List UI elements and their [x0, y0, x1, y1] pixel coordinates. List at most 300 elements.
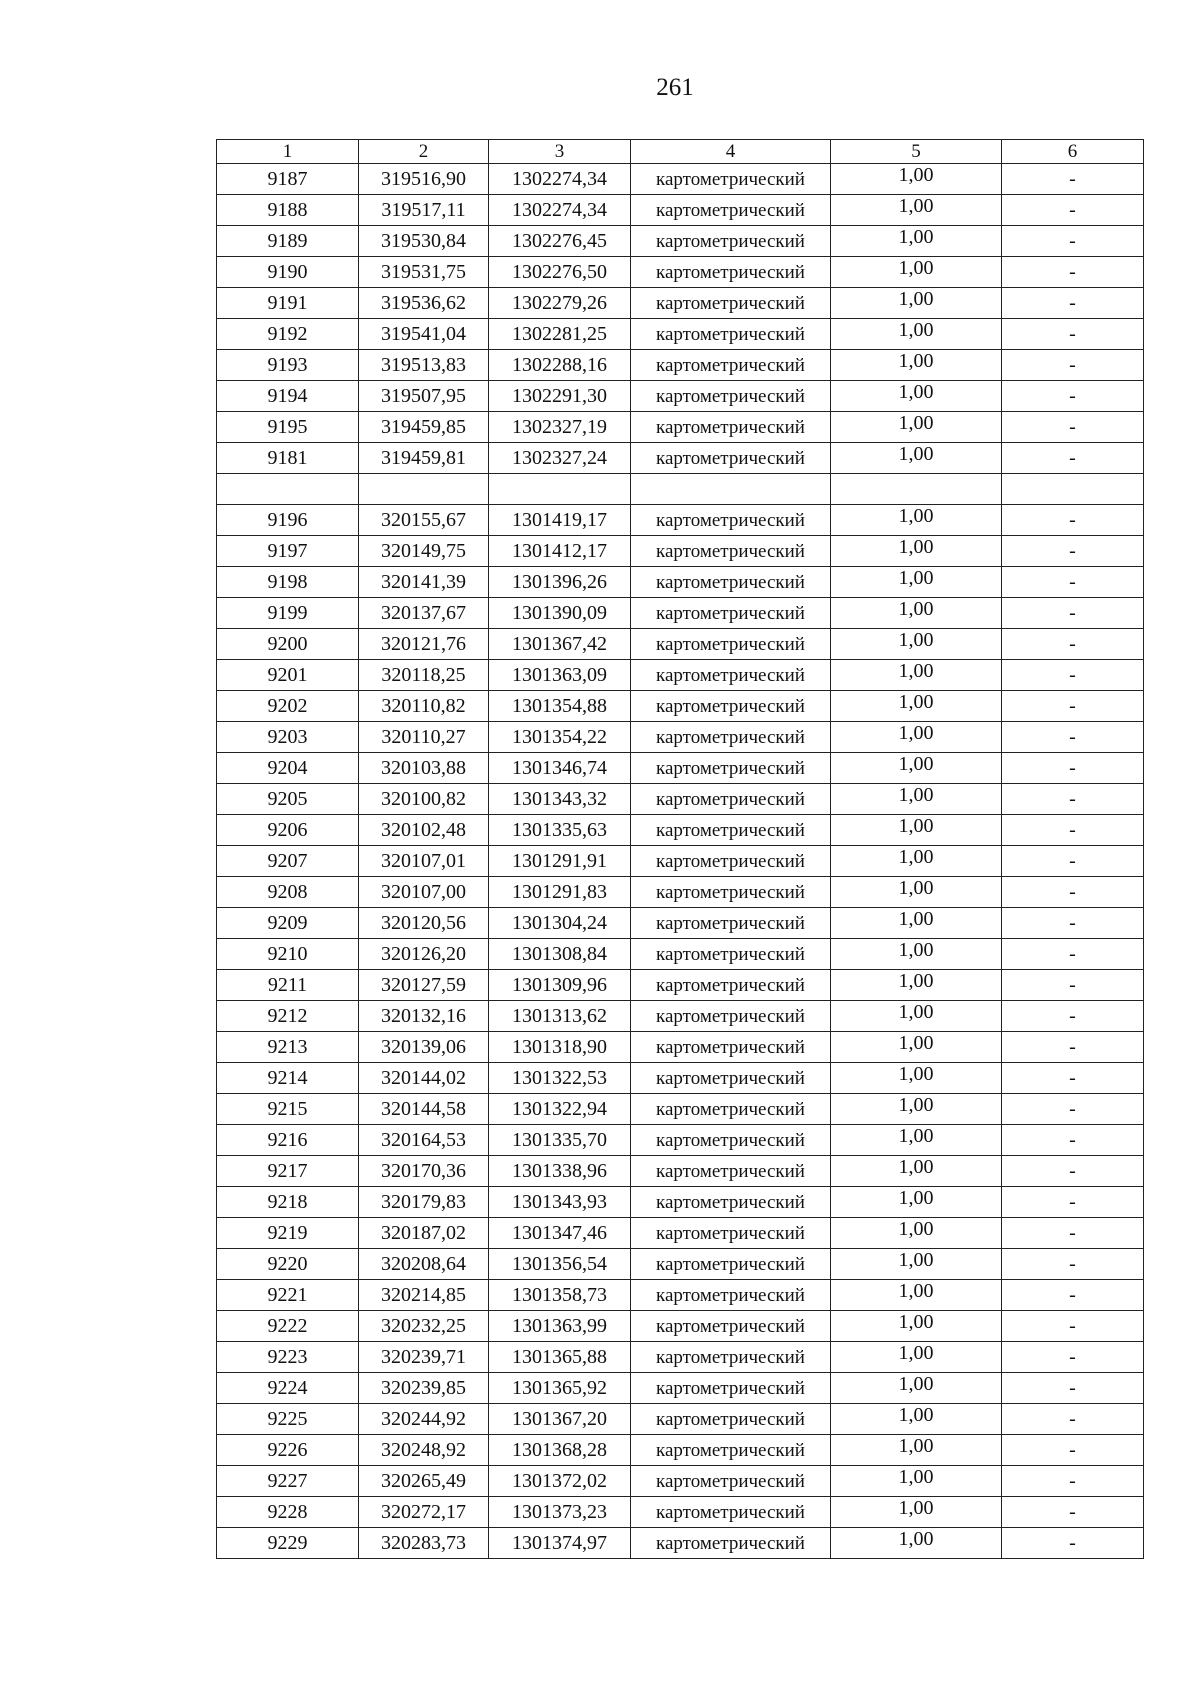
- accuracy-cell: 1,00: [831, 691, 1002, 722]
- method-cell: картометрический: [631, 846, 831, 877]
- point-number-cell: 9189: [217, 226, 359, 257]
- y-coordinate-cell: 1301412,17: [489, 536, 631, 567]
- point-number-cell: 9194: [217, 381, 359, 412]
- point-number-cell: 9204: [217, 753, 359, 784]
- method-cell: картометрический: [631, 1497, 831, 1528]
- table-row: [217, 1373, 1144, 1404]
- accuracy-cell: 1,00: [831, 443, 1002, 474]
- x-coordinate-cell: 320265,49: [359, 1466, 489, 1497]
- header-cell-2: 2: [359, 140, 489, 164]
- x-coordinate-cell: 320170,36: [359, 1156, 489, 1187]
- method-cell: картометрический: [631, 1094, 831, 1125]
- y-coordinate-cell: 1301335,70: [489, 1125, 631, 1156]
- method-cell: картометрический: [631, 350, 831, 381]
- table-row: [217, 1125, 1144, 1156]
- y-coordinate-cell: 1301354,88: [489, 691, 631, 722]
- x-coordinate-cell: 320164,53: [359, 1125, 489, 1156]
- note-cell: -: [1002, 1249, 1144, 1280]
- method-cell: картометрический: [631, 1125, 831, 1156]
- y-coordinate-cell: 1301346,74: [489, 753, 631, 784]
- table-row: [217, 1094, 1144, 1125]
- method-cell: картометрический: [631, 319, 831, 350]
- x-coordinate-cell: 320239,85: [359, 1373, 489, 1404]
- method-cell: картометрический: [631, 1373, 831, 1404]
- note-cell: -: [1002, 722, 1144, 753]
- x-coordinate-cell: 320141,39: [359, 567, 489, 598]
- method-cell: картометрический: [631, 226, 831, 257]
- method-cell: картометрический: [631, 1342, 831, 1373]
- x-coordinate-cell: 319541,04: [359, 319, 489, 350]
- accuracy-cell: 1,00: [831, 939, 1002, 970]
- accuracy-cell: 1,00: [831, 846, 1002, 877]
- accuracy-cell: 1,00: [831, 1311, 1002, 1342]
- table-row: [217, 288, 1144, 319]
- header-cell-4: 4: [631, 140, 831, 164]
- accuracy-cell: 1,00: [831, 226, 1002, 257]
- x-coordinate-cell: 320144,02: [359, 1063, 489, 1094]
- x-coordinate-cell: 320179,83: [359, 1187, 489, 1218]
- point-number-cell: 9203: [217, 722, 359, 753]
- note-cell: -: [1002, 567, 1144, 598]
- x-coordinate-cell: 320120,56: [359, 908, 489, 939]
- y-coordinate-cell: 1301373,23: [489, 1497, 631, 1528]
- x-coordinate-cell: 320132,16: [359, 1001, 489, 1032]
- table-row: [217, 1156, 1144, 1187]
- note-cell: -: [1002, 1373, 1144, 1404]
- header-cell-6: 6: [1002, 140, 1144, 164]
- accuracy-cell: 1,00: [831, 970, 1002, 1001]
- note-cell: -: [1002, 1001, 1144, 1032]
- accuracy-cell: 1,00: [831, 815, 1002, 846]
- point-number-cell: 9200: [217, 629, 359, 660]
- point-number-cell: 9214: [217, 1063, 359, 1094]
- note-cell: -: [1002, 1032, 1144, 1063]
- note-cell: -: [1002, 629, 1144, 660]
- table-row: [217, 753, 1144, 784]
- x-coordinate-cell: 320121,76: [359, 629, 489, 660]
- point-number-cell: 9210: [217, 939, 359, 970]
- method-cell: картометрический: [631, 660, 831, 691]
- note-cell: -: [1002, 970, 1144, 1001]
- accuracy-cell: 1,00: [831, 567, 1002, 598]
- accuracy-cell: 1,00: [831, 1497, 1002, 1528]
- table-row: [217, 1435, 1144, 1466]
- note-cell: -: [1002, 195, 1144, 226]
- note-cell: -: [1002, 1404, 1144, 1435]
- note-cell: -: [1002, 939, 1144, 970]
- note-cell: -: [1002, 1280, 1144, 1311]
- point-number-cell: 9206: [217, 815, 359, 846]
- header-row: [217, 140, 1144, 164]
- point-number-cell: 9211: [217, 970, 359, 1001]
- table-row: [217, 1404, 1144, 1435]
- accuracy-cell: 1,00: [831, 319, 1002, 350]
- x-coordinate-cell: 320107,01: [359, 846, 489, 877]
- x-coordinate-cell: 320144,58: [359, 1094, 489, 1125]
- note-cell: -: [1002, 598, 1144, 629]
- y-coordinate-cell: 1301365,92: [489, 1373, 631, 1404]
- accuracy-cell: 1,00: [831, 505, 1002, 536]
- point-number-cell: 9202: [217, 691, 359, 722]
- accuracy-cell: 1,00: [831, 195, 1002, 226]
- method-cell: картометрический: [631, 1435, 831, 1466]
- table-row: [217, 381, 1144, 412]
- table-row: [217, 474, 1144, 505]
- point-number-cell: 9226: [217, 1435, 359, 1466]
- x-coordinate-cell: 319517,11: [359, 195, 489, 226]
- note-cell: -: [1002, 1063, 1144, 1094]
- y-coordinate-cell: 1301354,22: [489, 722, 631, 753]
- x-coordinate-cell: 319513,83: [359, 350, 489, 381]
- note-cell: -: [1002, 1497, 1144, 1528]
- point-number-cell: 9188: [217, 195, 359, 226]
- table-row: [217, 1063, 1144, 1094]
- note-cell: -: [1002, 1466, 1144, 1497]
- method-cell: картометрический: [631, 288, 831, 319]
- y-coordinate-cell: 1301363,09: [489, 660, 631, 691]
- accuracy-cell: 1,00: [831, 598, 1002, 629]
- x-coordinate-cell: 320110,82: [359, 691, 489, 722]
- accuracy-cell: 1,00: [831, 784, 1002, 815]
- x-coordinate-cell: 320208,64: [359, 1249, 489, 1280]
- x-coordinate-cell: 320239,71: [359, 1342, 489, 1373]
- table-row: [217, 567, 1144, 598]
- point-number-cell: 9225: [217, 1404, 359, 1435]
- point-number-cell: 9216: [217, 1125, 359, 1156]
- x-coordinate-cell: [359, 474, 489, 505]
- accuracy-cell: 1,00: [831, 1466, 1002, 1497]
- method-cell: картометрический: [631, 412, 831, 443]
- point-number-cell: 9207: [217, 846, 359, 877]
- accuracy-cell: 1,00: [831, 350, 1002, 381]
- y-coordinate-cell: 1302327,24: [489, 443, 631, 474]
- x-coordinate-cell: 320187,02: [359, 1218, 489, 1249]
- table-row: [217, 443, 1144, 474]
- point-number-cell: 9209: [217, 908, 359, 939]
- x-coordinate-cell: 320100,82: [359, 784, 489, 815]
- point-number-cell: 9215: [217, 1094, 359, 1125]
- point-number-cell: 9229: [217, 1528, 359, 1559]
- table-row: [217, 1218, 1144, 1249]
- table-row: [217, 350, 1144, 381]
- method-cell: картометрический: [631, 1280, 831, 1311]
- note-cell: -: [1002, 1311, 1144, 1342]
- note-cell: -: [1002, 412, 1144, 443]
- method-cell: картометрический: [631, 753, 831, 784]
- y-coordinate-cell: 1301390,09: [489, 598, 631, 629]
- x-coordinate-cell: 319516,90: [359, 164, 489, 195]
- accuracy-cell: 1,00: [831, 1094, 1002, 1125]
- method-cell: картометрический: [631, 1032, 831, 1063]
- y-coordinate-cell: 1301419,17: [489, 505, 631, 536]
- y-coordinate-cell: 1301322,53: [489, 1063, 631, 1094]
- point-number-cell: 9220: [217, 1249, 359, 1280]
- method-cell: картометрический: [631, 164, 831, 195]
- accuracy-cell: 1,00: [831, 1001, 1002, 1032]
- y-coordinate-cell: 1301308,84: [489, 939, 631, 970]
- table-row: [217, 784, 1144, 815]
- point-number-cell: 9221: [217, 1280, 359, 1311]
- x-coordinate-cell: 320127,59: [359, 970, 489, 1001]
- x-coordinate-cell: 319530,84: [359, 226, 489, 257]
- table-row: [217, 970, 1144, 1001]
- note-cell: -: [1002, 288, 1144, 319]
- point-number-cell: 9191: [217, 288, 359, 319]
- method-cell: картометрический: [631, 257, 831, 288]
- note-cell: -: [1002, 815, 1144, 846]
- header-cell-1: 1: [217, 140, 359, 164]
- y-coordinate-cell: 1302291,30: [489, 381, 631, 412]
- point-number-cell: 9219: [217, 1218, 359, 1249]
- table-row: [217, 164, 1144, 195]
- table-row: [217, 1001, 1144, 1032]
- method-cell: картометрический: [631, 1001, 831, 1032]
- point-number-cell: 9197: [217, 536, 359, 567]
- table-row: [217, 1280, 1144, 1311]
- accuracy-cell: 1,00: [831, 877, 1002, 908]
- y-coordinate-cell: 1301343,32: [489, 784, 631, 815]
- method-cell: картометрический: [631, 691, 831, 722]
- accuracy-cell: 1,00: [831, 660, 1002, 691]
- x-coordinate-cell: 320214,85: [359, 1280, 489, 1311]
- point-number-cell: 9217: [217, 1156, 359, 1187]
- x-coordinate-cell: 320248,92: [359, 1435, 489, 1466]
- method-cell: картометрический: [631, 505, 831, 536]
- point-number-cell: 9192: [217, 319, 359, 350]
- x-coordinate-cell: 320244,92: [359, 1404, 489, 1435]
- method-cell: картометрический: [631, 1311, 831, 1342]
- table-row: [217, 195, 1144, 226]
- point-number-cell: 9187: [217, 164, 359, 195]
- accuracy-cell: [831, 474, 1002, 505]
- note-cell: -: [1002, 1435, 1144, 1466]
- accuracy-cell: 1,00: [831, 753, 1002, 784]
- point-number-cell: 9228: [217, 1497, 359, 1528]
- method-cell: картометрический: [631, 1187, 831, 1218]
- point-number-cell: 9190: [217, 257, 359, 288]
- note-cell: -: [1002, 1187, 1144, 1218]
- point-number-cell: 9223: [217, 1342, 359, 1373]
- table-row: [217, 598, 1144, 629]
- accuracy-cell: 1,00: [831, 288, 1002, 319]
- table-row: [217, 412, 1144, 443]
- x-coordinate-cell: 319459,85: [359, 412, 489, 443]
- point-number-cell: [217, 474, 359, 505]
- method-cell: картометрический: [631, 970, 831, 1001]
- accuracy-cell: 1,00: [831, 412, 1002, 443]
- note-cell: -: [1002, 1218, 1144, 1249]
- x-coordinate-cell: 320149,75: [359, 536, 489, 567]
- accuracy-cell: 1,00: [831, 1125, 1002, 1156]
- accuracy-cell: 1,00: [831, 1404, 1002, 1435]
- y-coordinate-cell: 1302281,25: [489, 319, 631, 350]
- method-cell: картометрический: [631, 908, 831, 939]
- y-coordinate-cell: 1301309,96: [489, 970, 631, 1001]
- method-cell: картометрический: [631, 939, 831, 970]
- note-cell: -: [1002, 1125, 1144, 1156]
- note-cell: -: [1002, 505, 1144, 536]
- accuracy-cell: 1,00: [831, 1280, 1002, 1311]
- table-row: [217, 319, 1144, 350]
- table-row: [217, 1187, 1144, 1218]
- table-row: [217, 1528, 1144, 1559]
- point-number-cell: 9198: [217, 567, 359, 598]
- y-coordinate-cell: 1302274,34: [489, 195, 631, 226]
- x-coordinate-cell: 320155,67: [359, 505, 489, 536]
- y-coordinate-cell: 1301356,54: [489, 1249, 631, 1280]
- table-row: [217, 1497, 1144, 1528]
- y-coordinate-cell: [489, 474, 631, 505]
- method-cell: картометрический: [631, 1404, 831, 1435]
- note-cell: -: [1002, 257, 1144, 288]
- point-number-cell: 9227: [217, 1466, 359, 1497]
- x-coordinate-cell: 320126,20: [359, 939, 489, 970]
- x-coordinate-cell: 320110,27: [359, 722, 489, 753]
- table-row: [217, 660, 1144, 691]
- point-number-cell: 9213: [217, 1032, 359, 1063]
- note-cell: -: [1002, 443, 1144, 474]
- y-coordinate-cell: 1301374,97: [489, 1528, 631, 1559]
- x-coordinate-cell: 319507,95: [359, 381, 489, 412]
- x-coordinate-cell: 319459,81: [359, 443, 489, 474]
- table-row: [217, 939, 1144, 970]
- method-cell: картометрический: [631, 784, 831, 815]
- y-coordinate-cell: 1302288,16: [489, 350, 631, 381]
- table-body: [217, 140, 1144, 1559]
- y-coordinate-cell: 1301304,24: [489, 908, 631, 939]
- x-coordinate-cell: 320107,00: [359, 877, 489, 908]
- point-number-cell: 9212: [217, 1001, 359, 1032]
- method-cell: картометрический: [631, 443, 831, 474]
- y-coordinate-cell: 1301322,94: [489, 1094, 631, 1125]
- table-row: [217, 815, 1144, 846]
- table-row: [217, 908, 1144, 939]
- x-coordinate-cell: 320272,17: [359, 1497, 489, 1528]
- note-cell: -: [1002, 226, 1144, 257]
- note-cell: -: [1002, 660, 1144, 691]
- point-number-cell: 9205: [217, 784, 359, 815]
- accuracy-cell: 1,00: [831, 381, 1002, 412]
- table-row: [217, 1032, 1144, 1063]
- y-coordinate-cell: 1302327,19: [489, 412, 631, 443]
- x-coordinate-cell: 320103,88: [359, 753, 489, 784]
- y-coordinate-cell: 1301368,28: [489, 1435, 631, 1466]
- method-cell: картометрический: [631, 1156, 831, 1187]
- coordinates-table: [216, 139, 1144, 1559]
- accuracy-cell: 1,00: [831, 1063, 1002, 1094]
- point-number-cell: 9208: [217, 877, 359, 908]
- table-row: [217, 1311, 1144, 1342]
- note-cell: -: [1002, 1156, 1144, 1187]
- note-cell: -: [1002, 1094, 1144, 1125]
- x-coordinate-cell: 320232,25: [359, 1311, 489, 1342]
- y-coordinate-cell: 1301318,90: [489, 1032, 631, 1063]
- accuracy-cell: 1,00: [831, 1528, 1002, 1559]
- accuracy-cell: 1,00: [831, 536, 1002, 567]
- method-cell: [631, 474, 831, 505]
- accuracy-cell: 1,00: [831, 1342, 1002, 1373]
- table-row: [217, 536, 1144, 567]
- table-row: [217, 1466, 1144, 1497]
- note-cell: -: [1002, 1342, 1144, 1373]
- method-cell: картометрический: [631, 1466, 831, 1497]
- y-coordinate-cell: 1301367,20: [489, 1404, 631, 1435]
- table-row: [217, 691, 1144, 722]
- page-number: 261: [656, 74, 694, 101]
- x-coordinate-cell: 320137,67: [359, 598, 489, 629]
- y-coordinate-cell: 1301396,26: [489, 567, 631, 598]
- table-row: [217, 722, 1144, 753]
- y-coordinate-cell: 1302279,26: [489, 288, 631, 319]
- note-cell: -: [1002, 1528, 1144, 1559]
- x-coordinate-cell: 320139,06: [359, 1032, 489, 1063]
- y-coordinate-cell: 1301343,93: [489, 1187, 631, 1218]
- y-coordinate-cell: 1301363,99: [489, 1311, 631, 1342]
- accuracy-cell: 1,00: [831, 164, 1002, 195]
- method-cell: картометрический: [631, 722, 831, 753]
- method-cell: картометрический: [631, 195, 831, 226]
- y-coordinate-cell: 1301313,62: [489, 1001, 631, 1032]
- header-cell-3: 3: [489, 140, 631, 164]
- table-row: [217, 257, 1144, 288]
- accuracy-cell: 1,00: [831, 1435, 1002, 1466]
- method-cell: картометрический: [631, 536, 831, 567]
- table-row: [217, 226, 1144, 257]
- accuracy-cell: 1,00: [831, 1249, 1002, 1280]
- y-coordinate-cell: 1301367,42: [489, 629, 631, 660]
- method-cell: картометрический: [631, 629, 831, 660]
- note-cell: -: [1002, 350, 1144, 381]
- method-cell: картометрический: [631, 598, 831, 629]
- y-coordinate-cell: 1301291,91: [489, 846, 631, 877]
- point-number-cell: 9195: [217, 412, 359, 443]
- y-coordinate-cell: 1301358,73: [489, 1280, 631, 1311]
- method-cell: картометрический: [631, 1528, 831, 1559]
- note-cell: -: [1002, 164, 1144, 195]
- y-coordinate-cell: 1302276,50: [489, 257, 631, 288]
- point-number-cell: 9218: [217, 1187, 359, 1218]
- accuracy-cell: 1,00: [831, 1373, 1002, 1404]
- y-coordinate-cell: 1302276,45: [489, 226, 631, 257]
- accuracy-cell: 1,00: [831, 1032, 1002, 1063]
- y-coordinate-cell: 1301372,02: [489, 1466, 631, 1497]
- note-cell: -: [1002, 691, 1144, 722]
- accuracy-cell: 1,00: [831, 908, 1002, 939]
- table-row: [217, 1249, 1144, 1280]
- method-cell: картометрический: [631, 381, 831, 412]
- point-number-cell: 9222: [217, 1311, 359, 1342]
- y-coordinate-cell: 1301291,83: [489, 877, 631, 908]
- note-cell: -: [1002, 877, 1144, 908]
- table-row: [217, 1342, 1144, 1373]
- note-cell: -: [1002, 784, 1144, 815]
- method-cell: картометрический: [631, 815, 831, 846]
- table-row: [217, 846, 1144, 877]
- note-cell: -: [1002, 908, 1144, 939]
- y-coordinate-cell: 1301335,63: [489, 815, 631, 846]
- header-cell-5: 5: [831, 140, 1002, 164]
- point-number-cell: 9199: [217, 598, 359, 629]
- note-cell: [1002, 474, 1144, 505]
- accuracy-cell: 1,00: [831, 257, 1002, 288]
- note-cell: -: [1002, 319, 1144, 350]
- note-cell: -: [1002, 753, 1144, 784]
- point-number-cell: 9196: [217, 505, 359, 536]
- method-cell: картометрический: [631, 567, 831, 598]
- y-coordinate-cell: 1302274,34: [489, 164, 631, 195]
- x-coordinate-cell: 320283,73: [359, 1528, 489, 1559]
- method-cell: картометрический: [631, 1218, 831, 1249]
